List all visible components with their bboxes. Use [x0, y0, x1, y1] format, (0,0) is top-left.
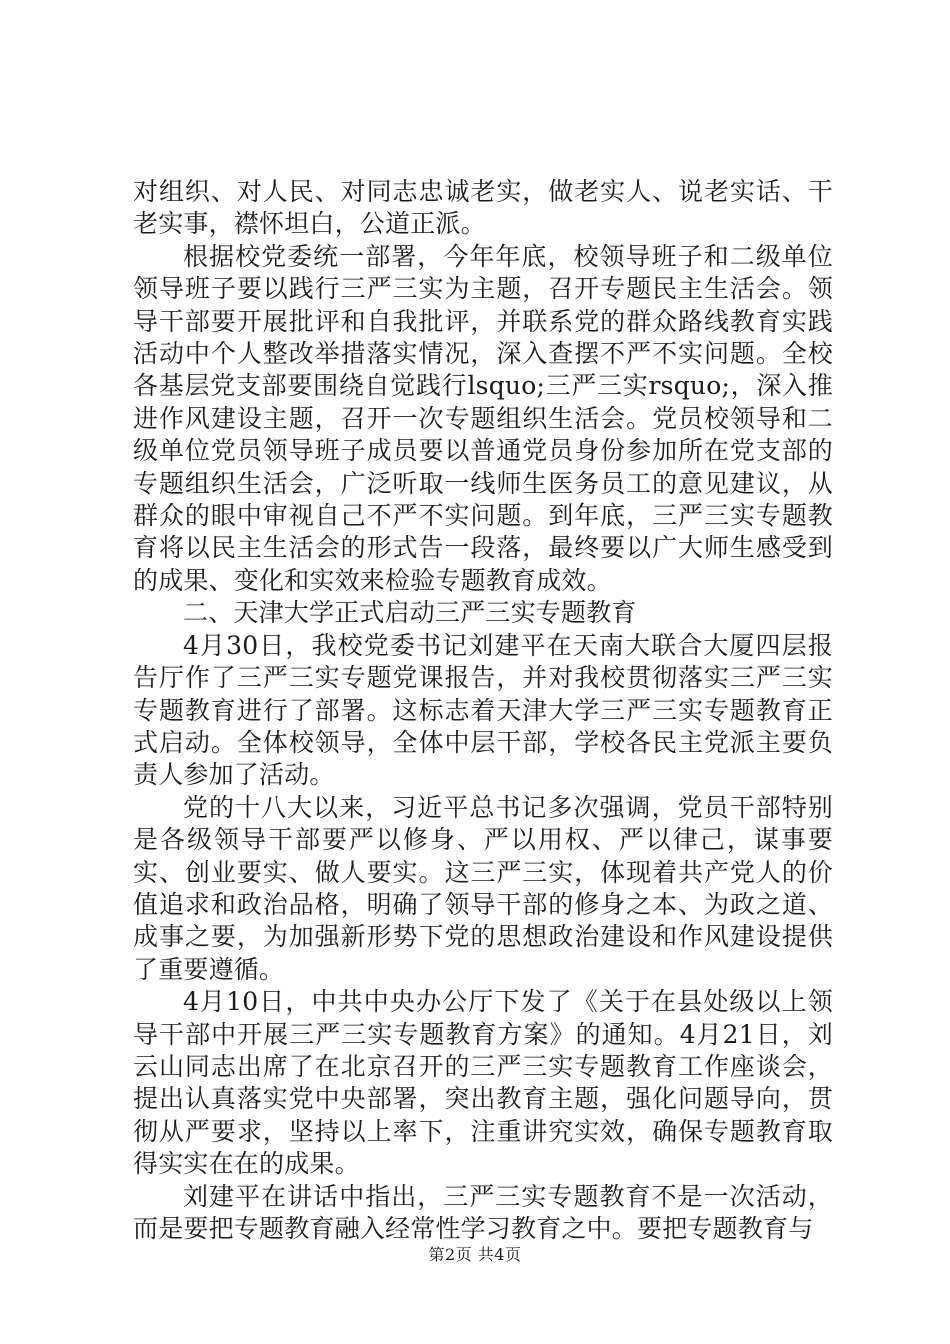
paragraph-5: 4月10日，中共中央办公厅下发了《关于在县处级以上领导干部中开展三严三实专题教育方案》的通知。4月21日，刘云山同志出席了在北京召开的三严三实专题教育工作座谈会，提出认真落实党中央部署，突出教育主题，强化问题导向，贯彻从严要求，坚持以上率下，注重讲究实效，确保专题教育取得实实在在的成果。	[133, 987, 833, 1179]
section-heading: 二、天津大学正式启动三严三实专题教育	[183, 598, 637, 628]
paragraph-6: 刘建平在讲话中指出，三严三实专题教育不是一次活动，而是要把专题教育融入经常性学习教育之中。要把专题教育与	[133, 1181, 833, 1243]
paragraph-3: 4月30日，我校党委书记刘建平在天南大联合大厦四层报告厅作了三严三实专题党课报告，并对我校贯彻落实三严三实专题教育进行了部署。这标志着天津大学三严三实专题教育正式启动。全体校领导，全体中层干部，学校各民主党派主要负责人参加了活动。	[133, 630, 833, 790]
document-body	[133, 176, 833, 1245]
paragraph-2: 根据校党委统一部署，今年年底，校领导班子和二级单位领导班子要以践行三严三实为主题，召开专题民主生活会。领导干部要开展批评和自我批评，并联系党的群众路线教育实践活动中个人整改举措落实情况，深入查摆不严不实问题。全校各基层党支部要围绕自觉践行lsquo;三严三实rsquo;，深入推进作风建设主题，召开一次专题组织生活会。党员校领导和二级单位党员领导班子成员要以普通党员身份参加所在党支部的专题组织生活会，广泛听取一线师生医务员工的意见建议，从群众的眼中审视自己不严不实问题。到年底，三严三实专题教育将以民主生活会的形式告一段落，最终要以广大师生感受到的成果、变化和实效来检验专题教育成效。	[133, 241, 833, 595]
page-number-footer: 第2页 共4页	[428, 1245, 522, 1264]
paragraph-1: 对组织、对人民、对同志忠诚老实，做老实人、说老实话、干老实事，襟怀坦白，公道正派。	[133, 177, 833, 239]
paragraph-4: 党的十八大以来，习近平总书记多次强调，党员干部特别是各级领导干部要严以修身、严以用权、严以律己，谋事要实、创业要实、做人要实。这三严三实，体现着共产党人的价值追求和政治品格，明确了领导干部的修身之本、为政之道、成事之要，为加强新形势下党的思想政治建设和作风建设提供了重要遵循。	[133, 792, 833, 984]
